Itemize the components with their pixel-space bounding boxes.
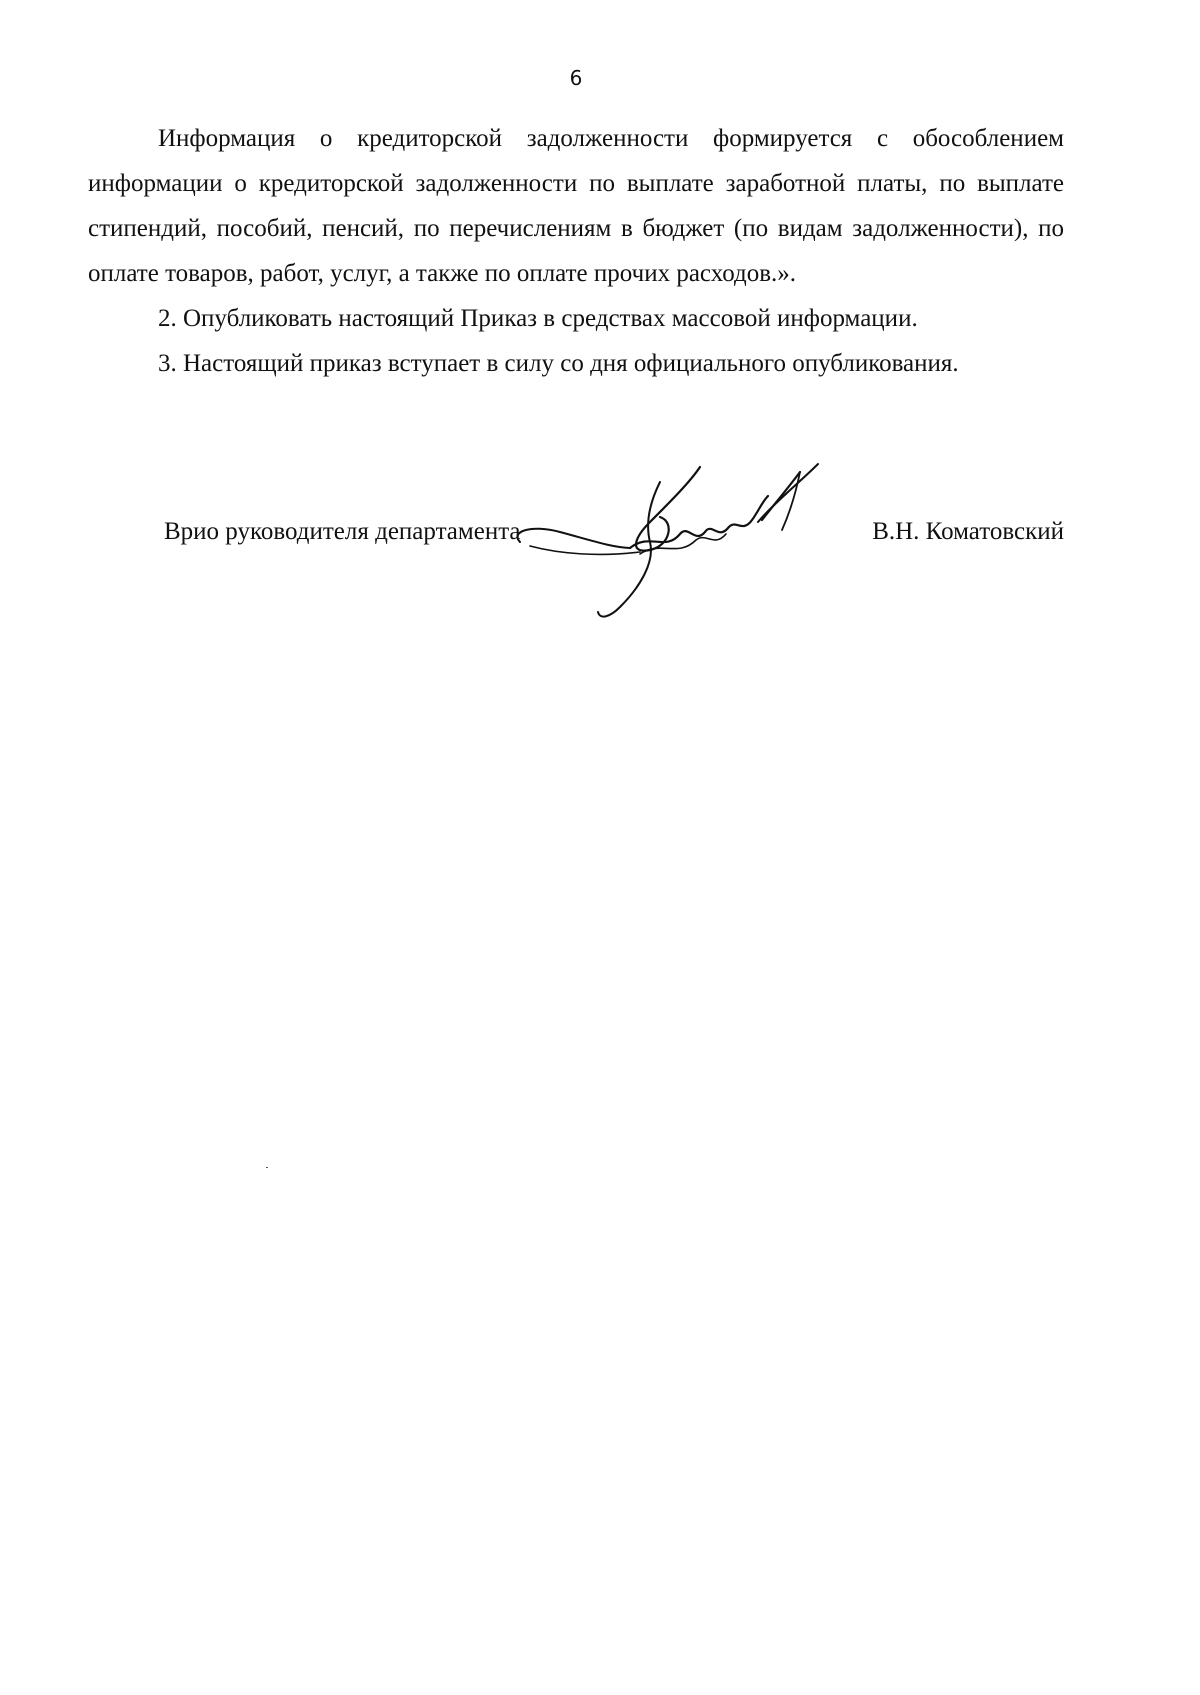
paragraph-creditor-debt-info: Информация о кредиторской задолженности формируется с обособлением информации о кредиторской задолженности по выплате заработной платы, по выплате стипендий, пособий, пенсий, по перечислениям в бюджет (по видам задолженности), по оплате товаров, работ, услуг, а также по оплате прочих расходов.». xyxy=(88,125,1064,287)
document-body xyxy=(88,116,1064,386)
signer-title: Врио руководителя департамента xyxy=(164,518,521,545)
item-entry-into-force: 3. Настоящий приказ вступает в силу со дня официального опубликования. xyxy=(158,350,959,377)
scan-speck xyxy=(266,1167,268,1168)
page-number: 6 xyxy=(569,66,583,90)
signer-name: В.Н. Коматовский xyxy=(872,518,1064,545)
item-publish-order: 2. Опубликовать настоящий Приказ в средствах массовой информации. xyxy=(158,305,918,332)
handwritten-signature xyxy=(500,462,860,632)
